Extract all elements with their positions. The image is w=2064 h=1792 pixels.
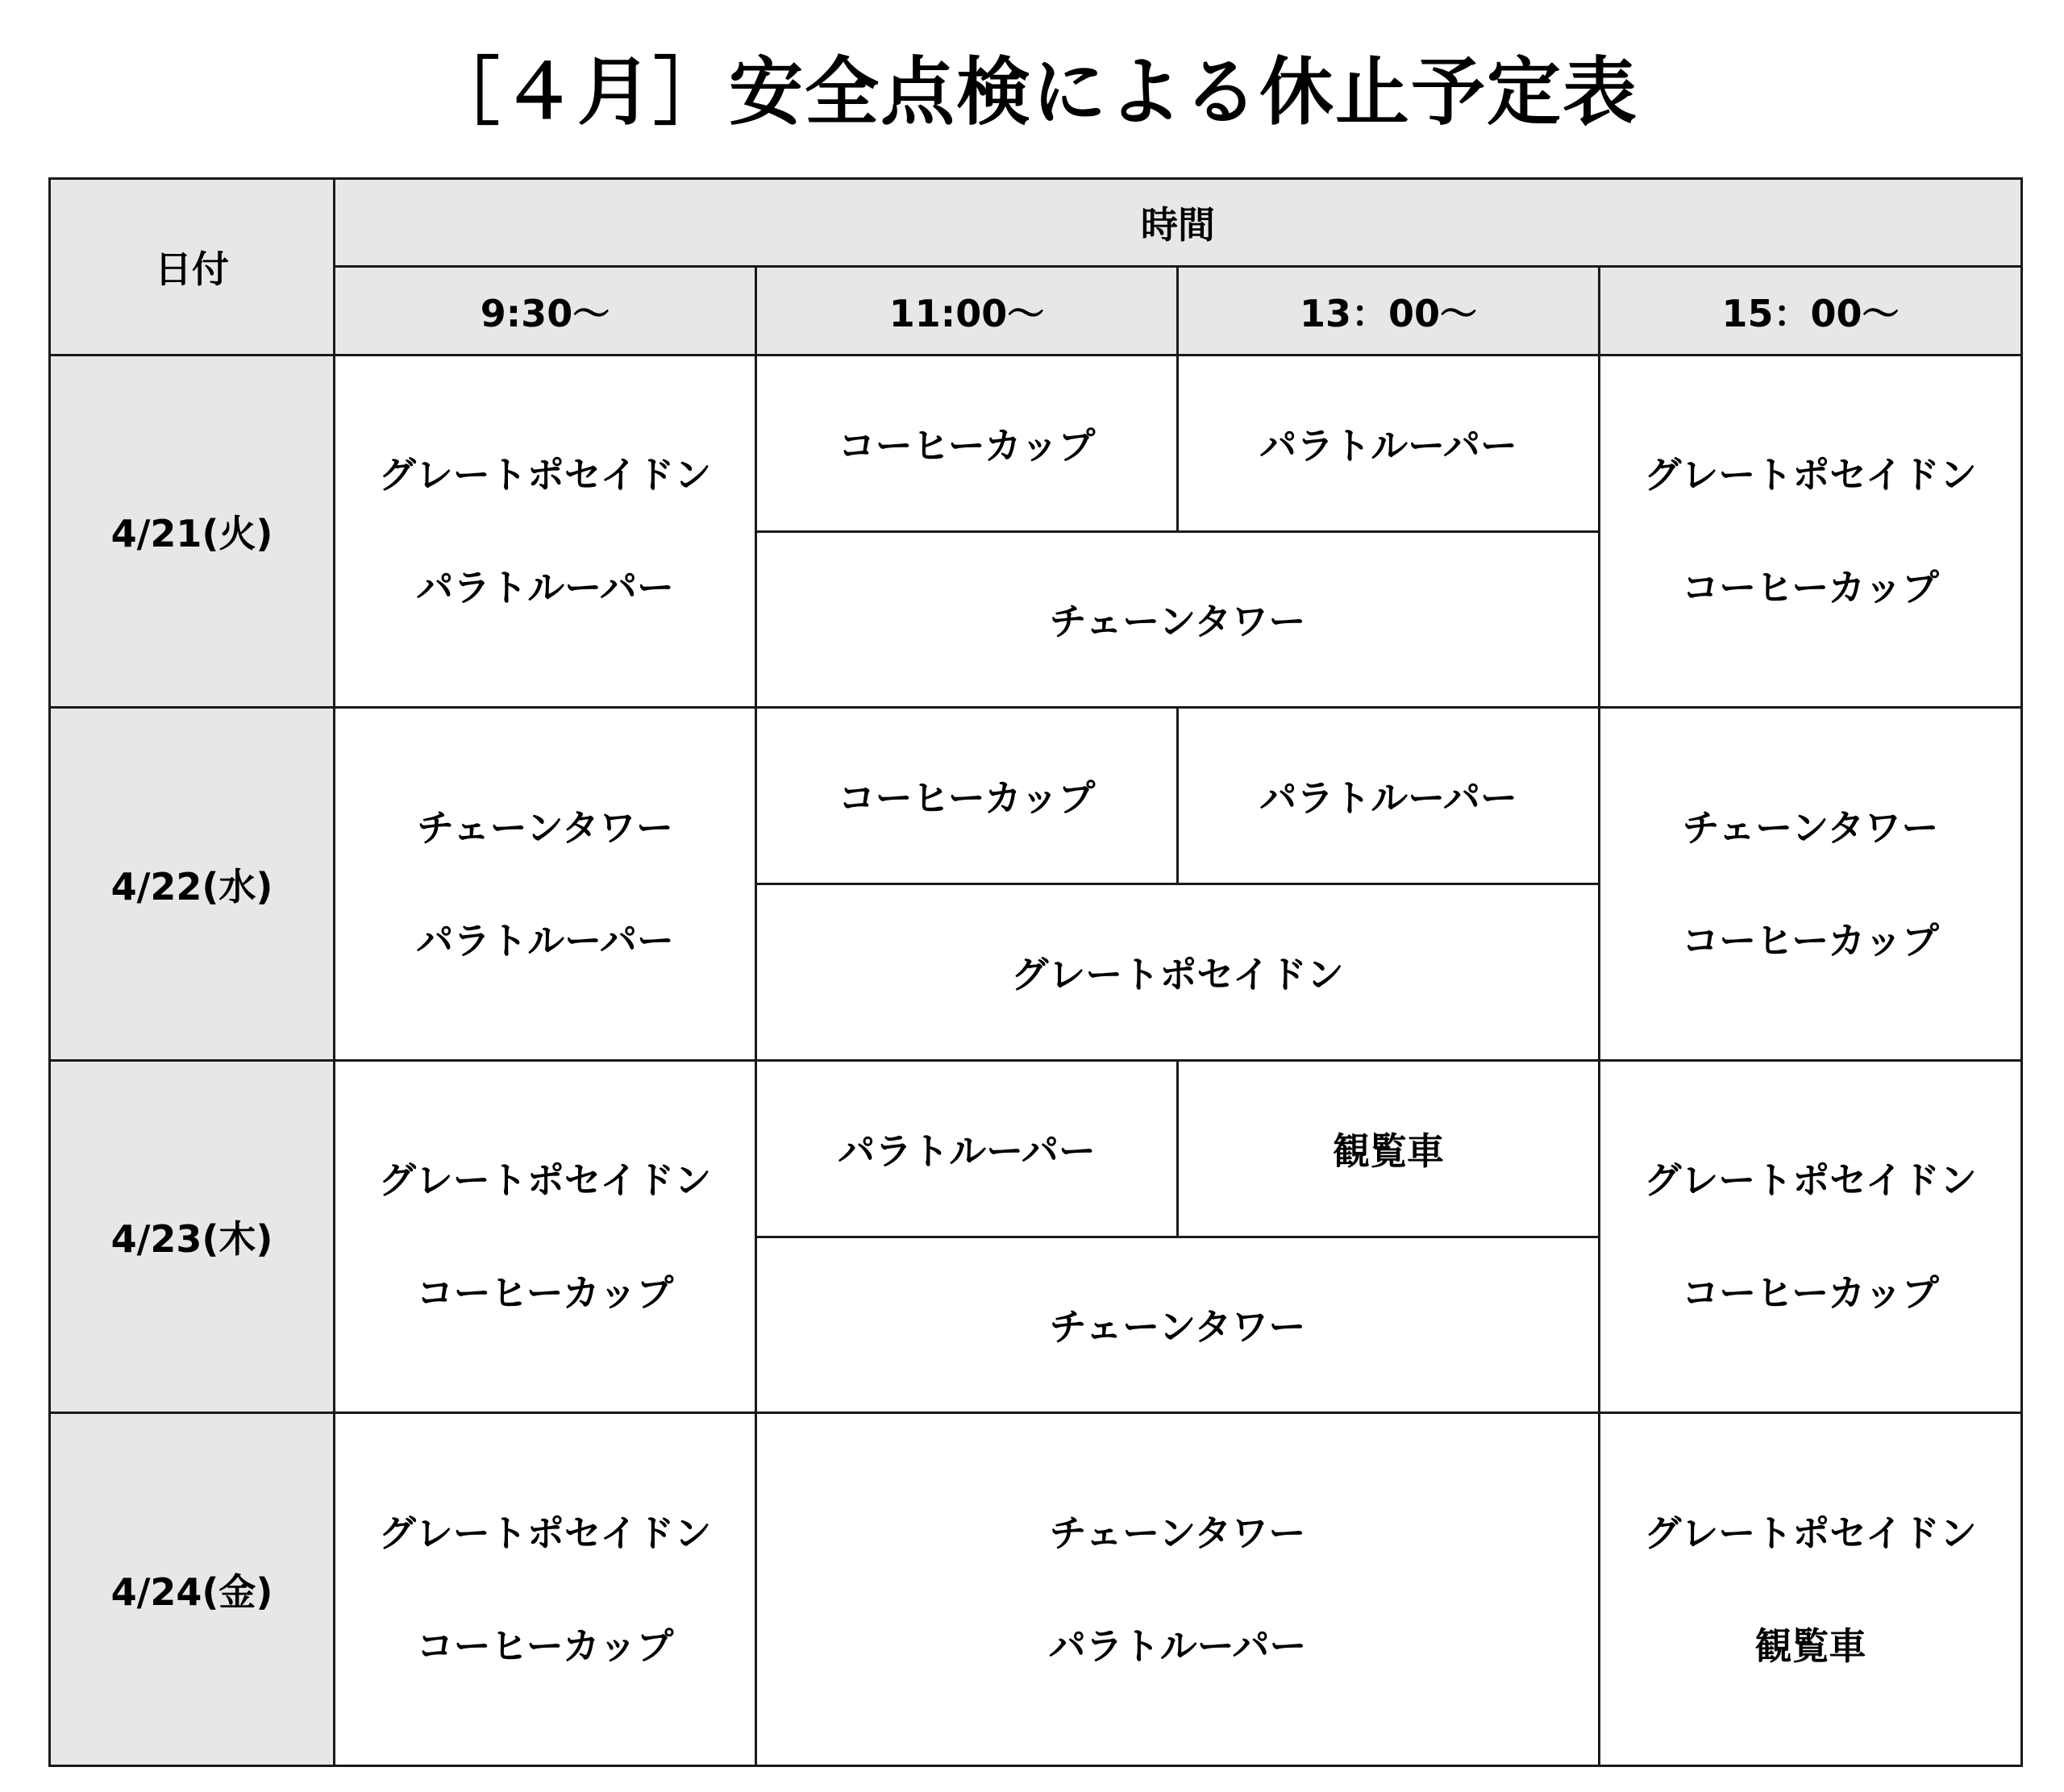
header-row-slots (50, 267, 2022, 355)
attraction-name: グレートポセイドン (1644, 453, 1977, 497)
schedule-cell (756, 1413, 1600, 1766)
attraction-name: グレートポセイドン (378, 453, 712, 497)
slot-header-0930: 9:30～ (335, 267, 756, 355)
schedule-cell: 観覧車 (1178, 1060, 1600, 1237)
attraction-name: パラトルーパー (1048, 1624, 1307, 1668)
attraction-name: パラトルーパー (416, 566, 674, 610)
schedule-cell (335, 1060, 756, 1413)
table-row (50, 1413, 2022, 1766)
table-row (50, 355, 2022, 531)
schedule-cell: コーヒーカップ (756, 355, 1178, 531)
date-column-header: 日付 (50, 179, 335, 355)
schedule-cell: チェーンタワー (756, 531, 1600, 708)
slot-header-1100: 11:00～ (756, 267, 1178, 355)
attraction-name: コーヒーカップ (1682, 1271, 1939, 1316)
date-cell: 4/23(木) (50, 1060, 335, 1413)
schedule-cell (335, 708, 756, 1061)
schedule-cell (335, 355, 756, 708)
schedule-cell (1600, 708, 2022, 1061)
attraction-name: チェーンタワー (1682, 805, 1939, 850)
attraction-name: コーヒーカップ (416, 1271, 674, 1316)
schedule-cell: パラトルーパー (1178, 355, 1600, 531)
schedule-cell (1600, 355, 2022, 708)
schedule-cell: パラトルーパー (756, 1060, 1178, 1237)
schedule-cell (1600, 1060, 2022, 1413)
attraction-name: チェーンタワー (417, 805, 673, 850)
attraction-name: コーヒーカップ (1682, 566, 1939, 610)
table-row (50, 1060, 2022, 1237)
table-row (50, 708, 2022, 884)
date-cell: 4/21(火) (50, 355, 335, 708)
schedule-cell: パラトルーパー (1178, 708, 1600, 884)
attraction-name: チェーンタワー (1049, 1511, 1306, 1555)
attraction-name: グレートポセイドン (1644, 1158, 1977, 1203)
slot-header-1500: 15：00～ (1600, 267, 2022, 355)
schedule-cell: チェーンタワー (756, 1237, 1600, 1413)
schedule-cell (335, 1413, 756, 1766)
attraction-name: グレートポセイドン (378, 1511, 712, 1555)
page-title: ［４月］安全点検による休止予定表 (425, 49, 1638, 135)
header-row-time (50, 179, 2022, 267)
schedule-cell: コーヒーカップ (756, 708, 1178, 884)
schedule-cell: グレートポセイドン (756, 884, 1600, 1061)
attraction-name: 観覧車 (1754, 1624, 1866, 1668)
attraction-name: グレートポセイドン (378, 1158, 712, 1203)
slot-header-1300: 13：00～ (1178, 267, 1600, 355)
date-cell: 4/22(水) (50, 708, 335, 1061)
date-cell: 4/24(金) (50, 1413, 335, 1766)
schedule-cell (1600, 1413, 2022, 1766)
attraction-name: コーヒーカップ (416, 1624, 674, 1668)
attraction-name: パラトルーパー (416, 918, 674, 963)
attraction-name: コーヒーカップ (1682, 918, 1939, 963)
attraction-name: グレートポセイドン (1644, 1511, 1977, 1555)
time-column-header: 時間 (335, 179, 2022, 267)
maintenance-schedule-table (48, 177, 2023, 1767)
